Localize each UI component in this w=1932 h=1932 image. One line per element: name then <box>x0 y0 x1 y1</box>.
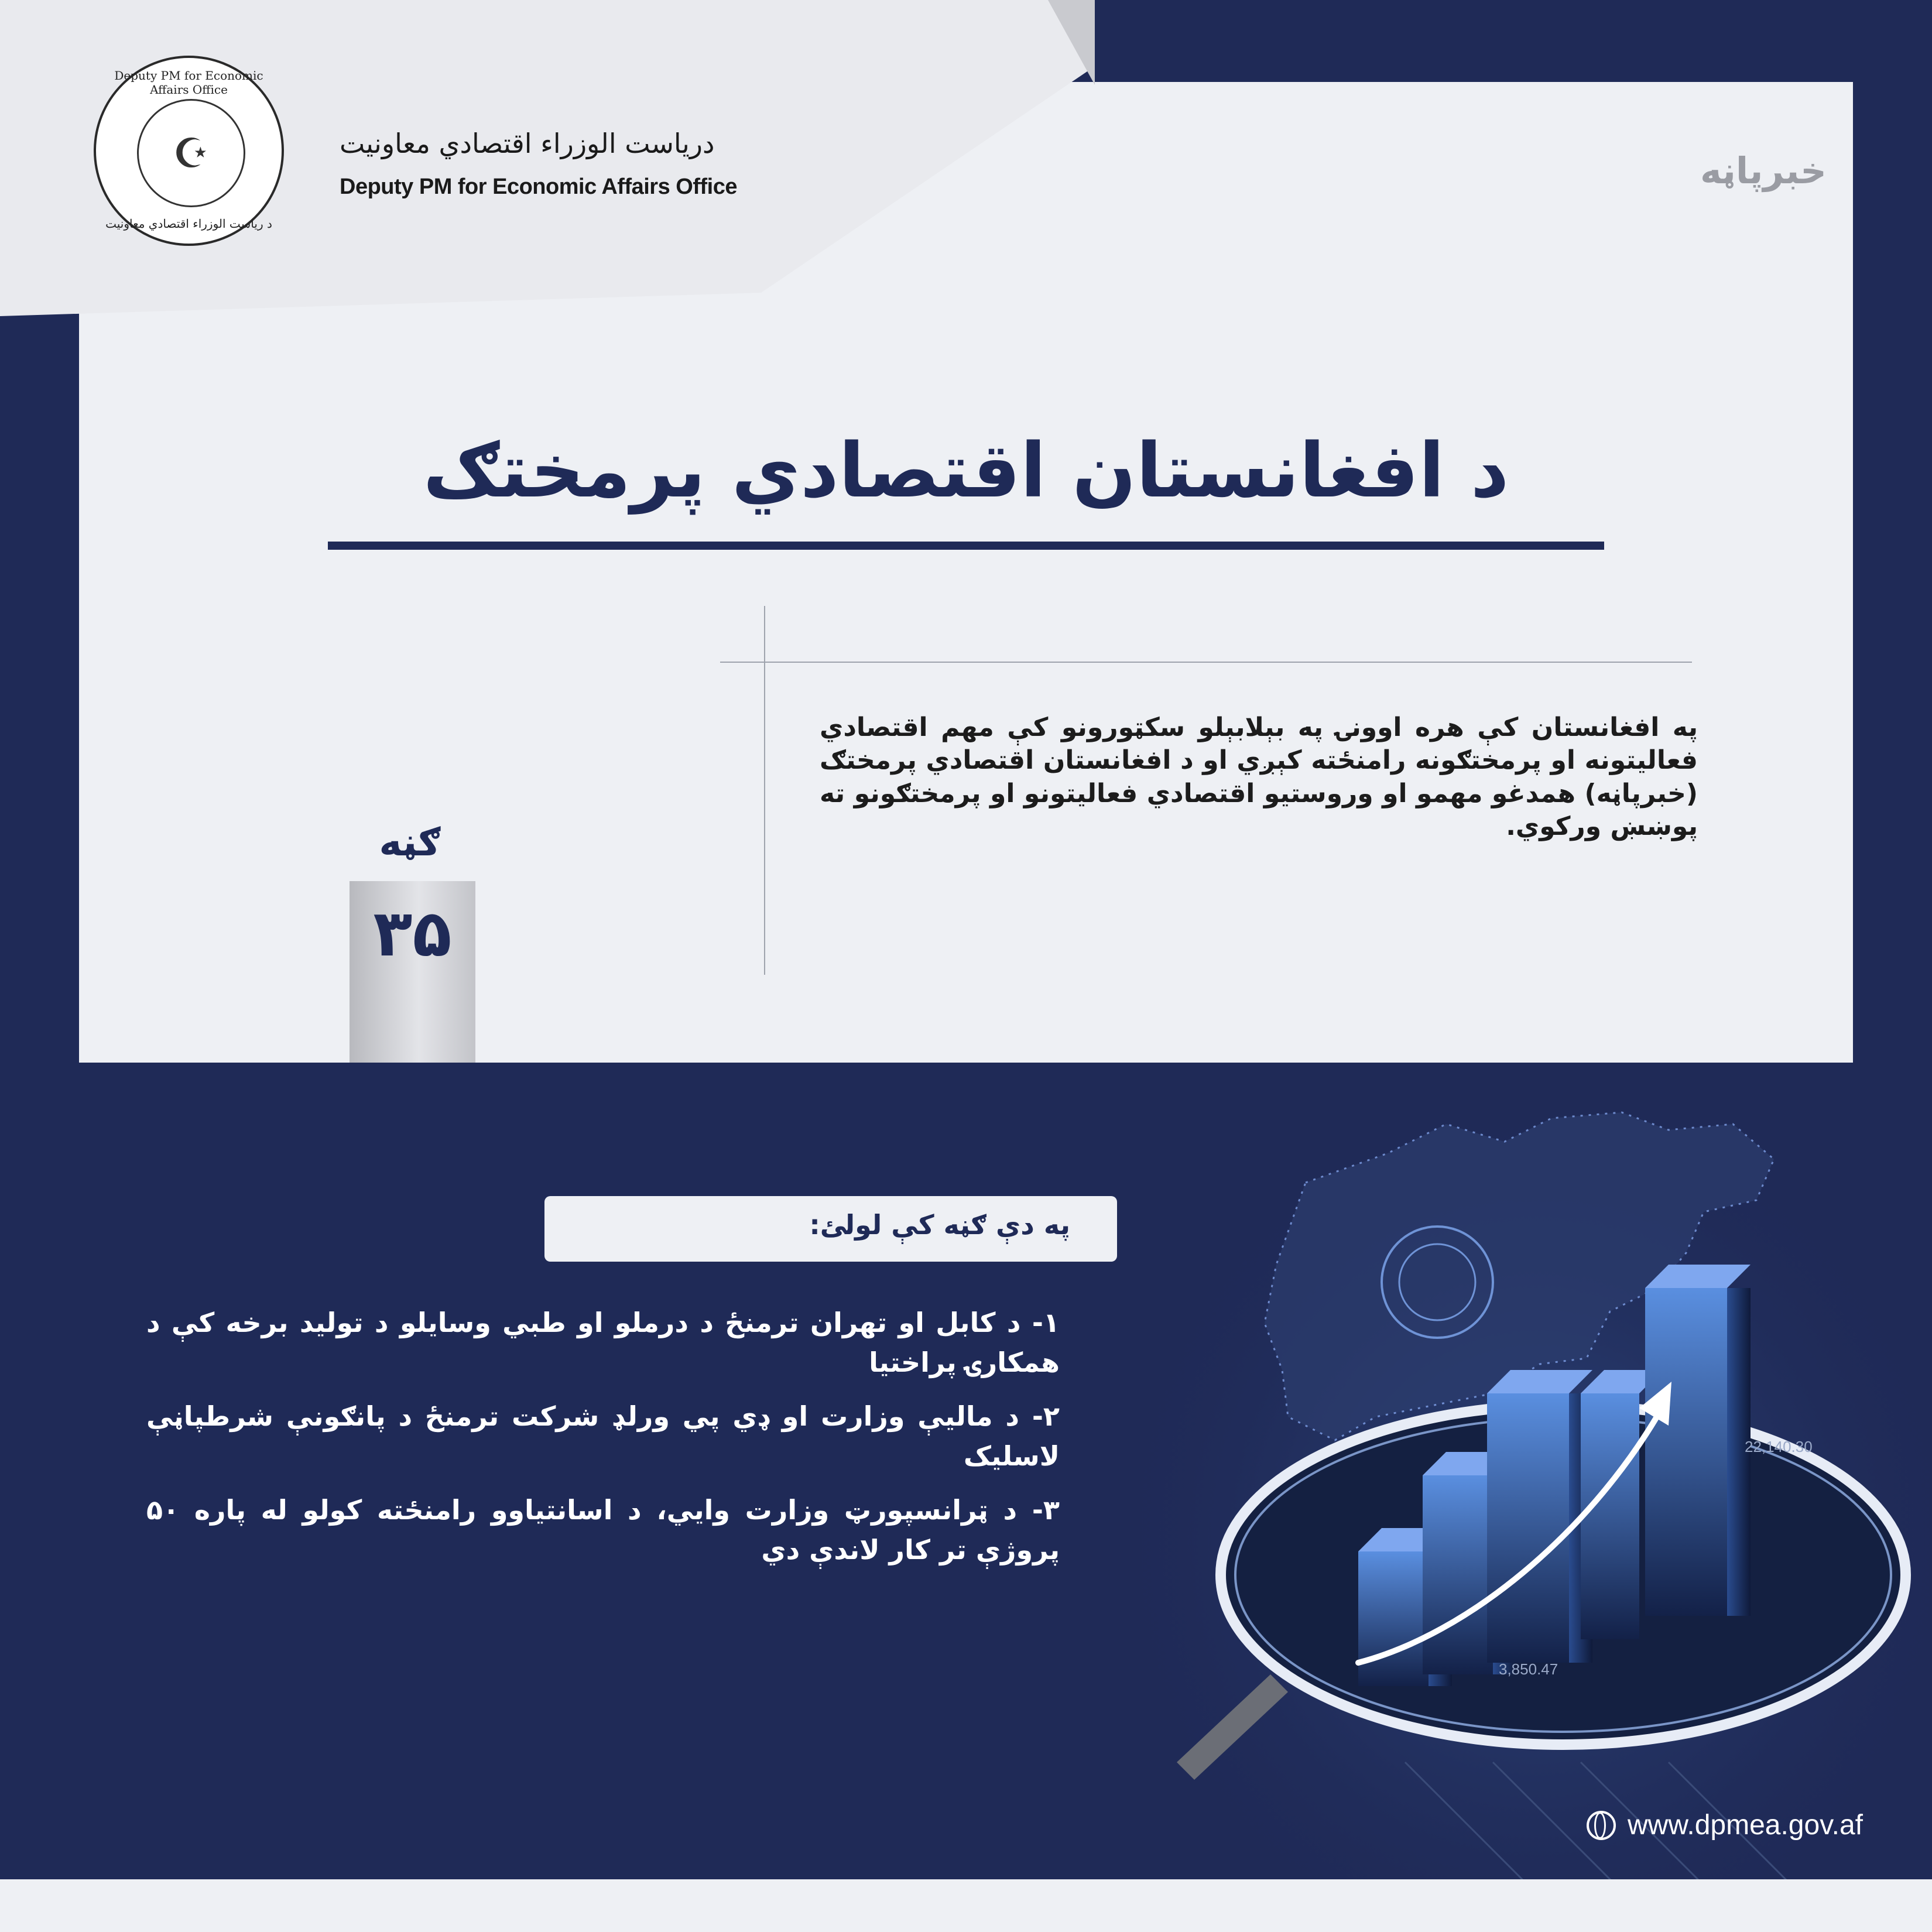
list-item: ۳- د ټرانسپورټ وزارت وايي، د اسانتیاوو رامنځته کولو له پاره ۵۰ پروژې تر کار لاندې دي <box>146 1494 1060 1566</box>
bar-2 <box>1423 1475 1493 1674</box>
bar-5 <box>1645 1288 1727 1616</box>
growth-illustration <box>1142 1089 1932 1909</box>
globe-icon <box>1587 1811 1616 1840</box>
seal-text-bottom: د رياست الوزراء اقتصادي معاونيت <box>105 217 272 231</box>
page-title: د افغانستان اقتصادي پرمختګ <box>423 427 1509 515</box>
newsletter-tag: خبرپاڼه <box>1700 149 1827 192</box>
issue-number: ۳۵ <box>373 896 452 971</box>
issue-label: ګڼه <box>379 820 441 865</box>
website-link[interactable]: www.dpmea.gov.af <box>1628 1810 1863 1841</box>
title-underline <box>328 542 1604 550</box>
inside-list <box>146 1303 1060 1584</box>
bottom-strip <box>0 1879 1932 1932</box>
bar-1 <box>1358 1551 1429 1686</box>
footer-url <box>1587 1809 1863 1841</box>
org-name-english: Deputy PM for Economic Affairs Office <box>340 174 737 199</box>
seal-logo <box>94 56 284 246</box>
bar-3 <box>1487 1393 1569 1663</box>
seal-text-top: Deputy PM for Economic Affairs Office <box>114 68 263 97</box>
readout-2: 3,850.47 <box>1499 1660 1558 1678</box>
readout-1: 22,140.30 <box>1745 1438 1813 1455</box>
list-item: ۲- د مالیې وزارت او ډي پي ورلډ شرکت ترمنځ د پانګونې شرطپاڼې لاسلیک <box>146 1400 1060 1472</box>
list-item: ۱- د کابل او تهران ترمنځ د درملو او طبي وسایلو د تولید برخه کې د همکارۍ پراختیا <box>146 1307 1060 1379</box>
intro-paragraph: په افغانستان کې هره اوونۍ په بېلابېلو سکټورونو کې مهم اقتصادي فعالیتونه او پرمختګونه رامنځته کېږي او د افغانستان اقتصادي پرمختګ (خبرپاڼه) همدغو مهمو او وروستیو اقتصادي فعالیتونو او پرمختګونو ته پوښښ ورکوي. <box>820 712 1698 841</box>
emblem-icon: ☪ <box>137 99 245 207</box>
bar-4 <box>1581 1393 1639 1639</box>
divider-horizontal <box>720 662 1692 663</box>
org-name-arabic: درياست الوزراء اقتصادي معاونيت <box>340 128 715 159</box>
inside-heading: په دې ګڼه کې لولئ: <box>809 1209 1070 1241</box>
